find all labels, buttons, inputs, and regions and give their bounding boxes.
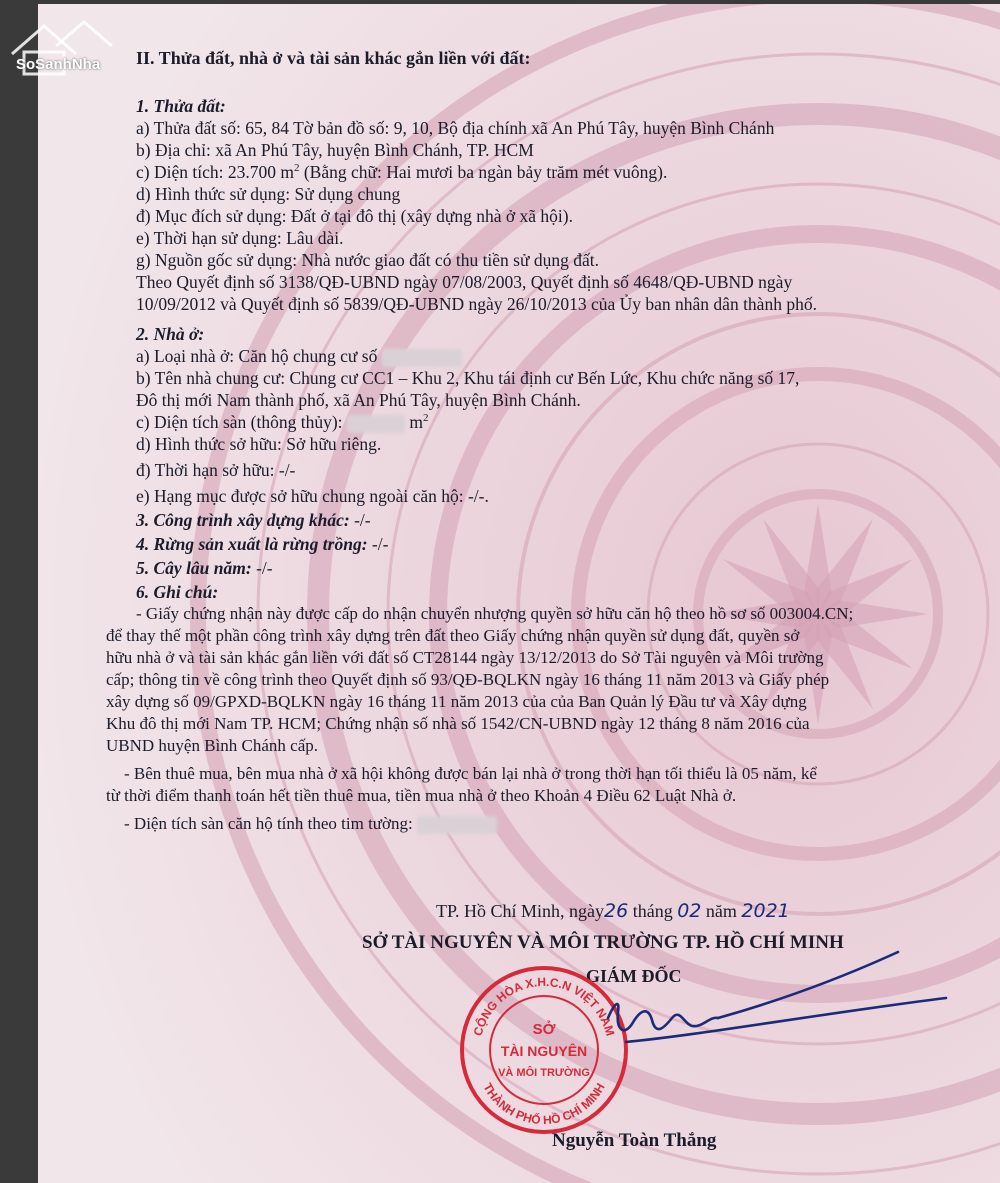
house-ownership-term: đ) Thời hạn sở hữu: -/- bbox=[136, 460, 296, 480]
land-use-form: d) Hình thức sử dụng: Sử dụng chung bbox=[136, 184, 401, 204]
redacted-wall-area bbox=[417, 816, 497, 834]
house-type bbox=[136, 346, 462, 367]
planted-forest bbox=[136, 534, 388, 555]
certificate-page bbox=[38, 4, 1000, 1183]
note-wall-area-label: - Diện tích sàn căn hộ tính theo tim tường: bbox=[124, 814, 413, 833]
note-line: xây dựng số 09/GPXD-BQLKN ngày 16 tháng 11 năm 2013 của của Ban Quản lý Đầu tư và Xây dựng bbox=[106, 692, 807, 711]
land-origin: g) Nguồn gốc sử dụng: Nhà nước giao đất có thu tiền sử dụng đất. bbox=[136, 250, 599, 270]
land-area bbox=[136, 162, 667, 183]
planted-forest-value: -/- bbox=[367, 534, 389, 554]
note-line bbox=[124, 814, 497, 834]
signing-year: 2021 bbox=[741, 900, 790, 922]
land-parcel-number: a) Thửa đất số: 65, 84 Tờ bản đồ số: 9, 10, Bộ địa chính xã An Phú Tây, huyện Bình Chánh bbox=[136, 118, 775, 138]
land-title: 1. Thửa đất: bbox=[136, 96, 226, 116]
redacted-floor-area bbox=[347, 415, 405, 433]
land-area-value: c) Diện tích: 23.700 m bbox=[136, 162, 294, 182]
house-ownership-form: d) Hình thức sở hữu: Sở hữu riêng. bbox=[136, 434, 382, 454]
note-line: để thay thế một phần công trình xây dựng trên đất theo Giấy chứng nhận quyền sử dụng đất, quyền sở bbox=[106, 626, 800, 645]
note-line: UBND huyện Bình Chánh cấp. bbox=[106, 736, 319, 755]
signing-date bbox=[436, 900, 790, 922]
site-watermark-text: SoSanhNha bbox=[16, 56, 101, 73]
note-line: - Bên thuê mua, bên mua nhà ở xã hội không được bán lại nhà ở trong thời hạn tối thiểu là 05 năm, kể bbox=[124, 764, 817, 783]
house-title: 2. Nhà ở: bbox=[136, 324, 205, 344]
land-use-term: e) Thời hạn sử dụng: Lâu dài. bbox=[136, 228, 344, 248]
signing-month: 02 bbox=[677, 900, 702, 922]
note-line: hữu nhà ở và tài sản khác gắn liền với đất số CT28144 ngày 13/12/2013 do Sở Tài nguyên và Môi trường bbox=[106, 648, 824, 667]
note-line: Khu đô thị mới Nam TP. HCM; Chứng nhận số nhà số 1542/CN-UBND ngày 12 tháng 8 năm 2016 của bbox=[106, 714, 810, 733]
seal-top-arc: CỘNG HÒA X.H.C.N VIỆT NAM bbox=[470, 974, 618, 1038]
month-label: tháng bbox=[628, 901, 678, 921]
notes-title: 6. Ghi chú: bbox=[136, 582, 219, 602]
redacted-apartment-number bbox=[382, 349, 462, 367]
land-use-purpose: đ) Mục đích sử dụng: Đất ở tại đô thị (xây dựng nhà ở xã hội). bbox=[136, 206, 573, 226]
signer-role: GIÁM ĐỐC bbox=[586, 966, 682, 986]
house-floor-area-sup: 2 bbox=[422, 412, 429, 425]
planted-forest-label: 4. Rừng sản xuất là rừng trồng: bbox=[136, 534, 368, 554]
house-building-name-line2: Đô thị mới Nam thành phố, xã An Phú Tây, huyện Bình Chánh. bbox=[136, 390, 581, 410]
note-line: - Giấy chứng nhận này được cấp do nhận chuyển nhượng quyền sở hữu căn hộ theo hồ sơ số 003004.CN; bbox=[136, 604, 854, 623]
other-construction-value: -/- bbox=[349, 510, 371, 530]
issuing-organization: SỞ TÀI NGUYÊN VÀ MÔI TRƯỜNG TP. HỒ CHÍ MINH bbox=[362, 932, 844, 953]
house-building-name-line1: b) Tên nhà chung cư: Chung cư CC1 – Khu 2, Khu tái định cư Bến Lức, Khu chức năng số 17, bbox=[136, 368, 800, 388]
seal-line2: TÀI NGUYÊN bbox=[500, 1043, 588, 1059]
house-type-label: a) Loại nhà ở: Căn hộ chung cư số bbox=[136, 346, 378, 366]
note-line: cấp; thông tin về công trình theo Quyết định số 93/QĐ-BQLKN ngày 16 tháng 11 năm 2013 và Giấy phép bbox=[106, 670, 830, 689]
perennial-trees-label: 5. Cây lâu năm: bbox=[136, 558, 252, 578]
house-common-items: e) Hạng mục được sở hữu chung ngoài căn hộ: -/-. bbox=[136, 486, 489, 506]
other-construction bbox=[136, 510, 371, 531]
perennial-trees-value: -/- bbox=[251, 558, 273, 578]
land-address: b) Địa chỉ: xã An Phú Tây, huyện Bình Chánh, TP. HCM bbox=[136, 140, 534, 160]
seal-bottom-arc: THÀNH PHỐ HỒ CHÍ MINH bbox=[480, 1080, 608, 1128]
house-floor-area-label: c) Diện tích sàn (thông thủy): bbox=[136, 412, 343, 432]
house-floor-area bbox=[136, 412, 428, 433]
land-decision-line2: 10/09/2012 và Quyết định số 5839/QĐ-UBND ngày 26/10/2013 của Ủy ban nhân dân thành phố. bbox=[136, 294, 817, 314]
perennial-trees bbox=[136, 558, 273, 579]
seal-line3: VÀ MÔI TRƯỜNG bbox=[498, 1067, 590, 1079]
land-area-sup: 2 bbox=[293, 162, 300, 175]
note-line: từ thời điểm thanh toán hết tiền thuê mua, tiền mua nhà ở theo Khoản 4 Điều 62 Luật Nhà ở. bbox=[106, 786, 737, 805]
handwritten-signature-icon bbox=[568, 944, 958, 1074]
land-decision-line1: Theo Quyết định số 3138/QĐ-UBND ngày 07/08/2003, Quyết định số 4648/QĐ-UBND ngày bbox=[136, 272, 793, 292]
signer-name: Nguyễn Toàn Thắng bbox=[552, 1130, 717, 1151]
signing-day: 26 bbox=[604, 900, 629, 922]
seal-line1: SỞ bbox=[532, 1021, 556, 1038]
land-area-words: (Bằng chữ: Hai mươi ba ngàn bảy trăm mét vuông). bbox=[299, 162, 668, 182]
section-heading: II. Thửa đất, nhà ở và tài sản khác gắn liền với đất: bbox=[136, 48, 531, 68]
year-label: năm bbox=[701, 901, 742, 921]
house-floor-area-unit: m bbox=[409, 412, 423, 432]
signing-place: TP. Hồ Chí Minh, ngày bbox=[436, 901, 605, 921]
other-construction-label: 3. Công trình xây dựng khác: bbox=[136, 510, 350, 530]
